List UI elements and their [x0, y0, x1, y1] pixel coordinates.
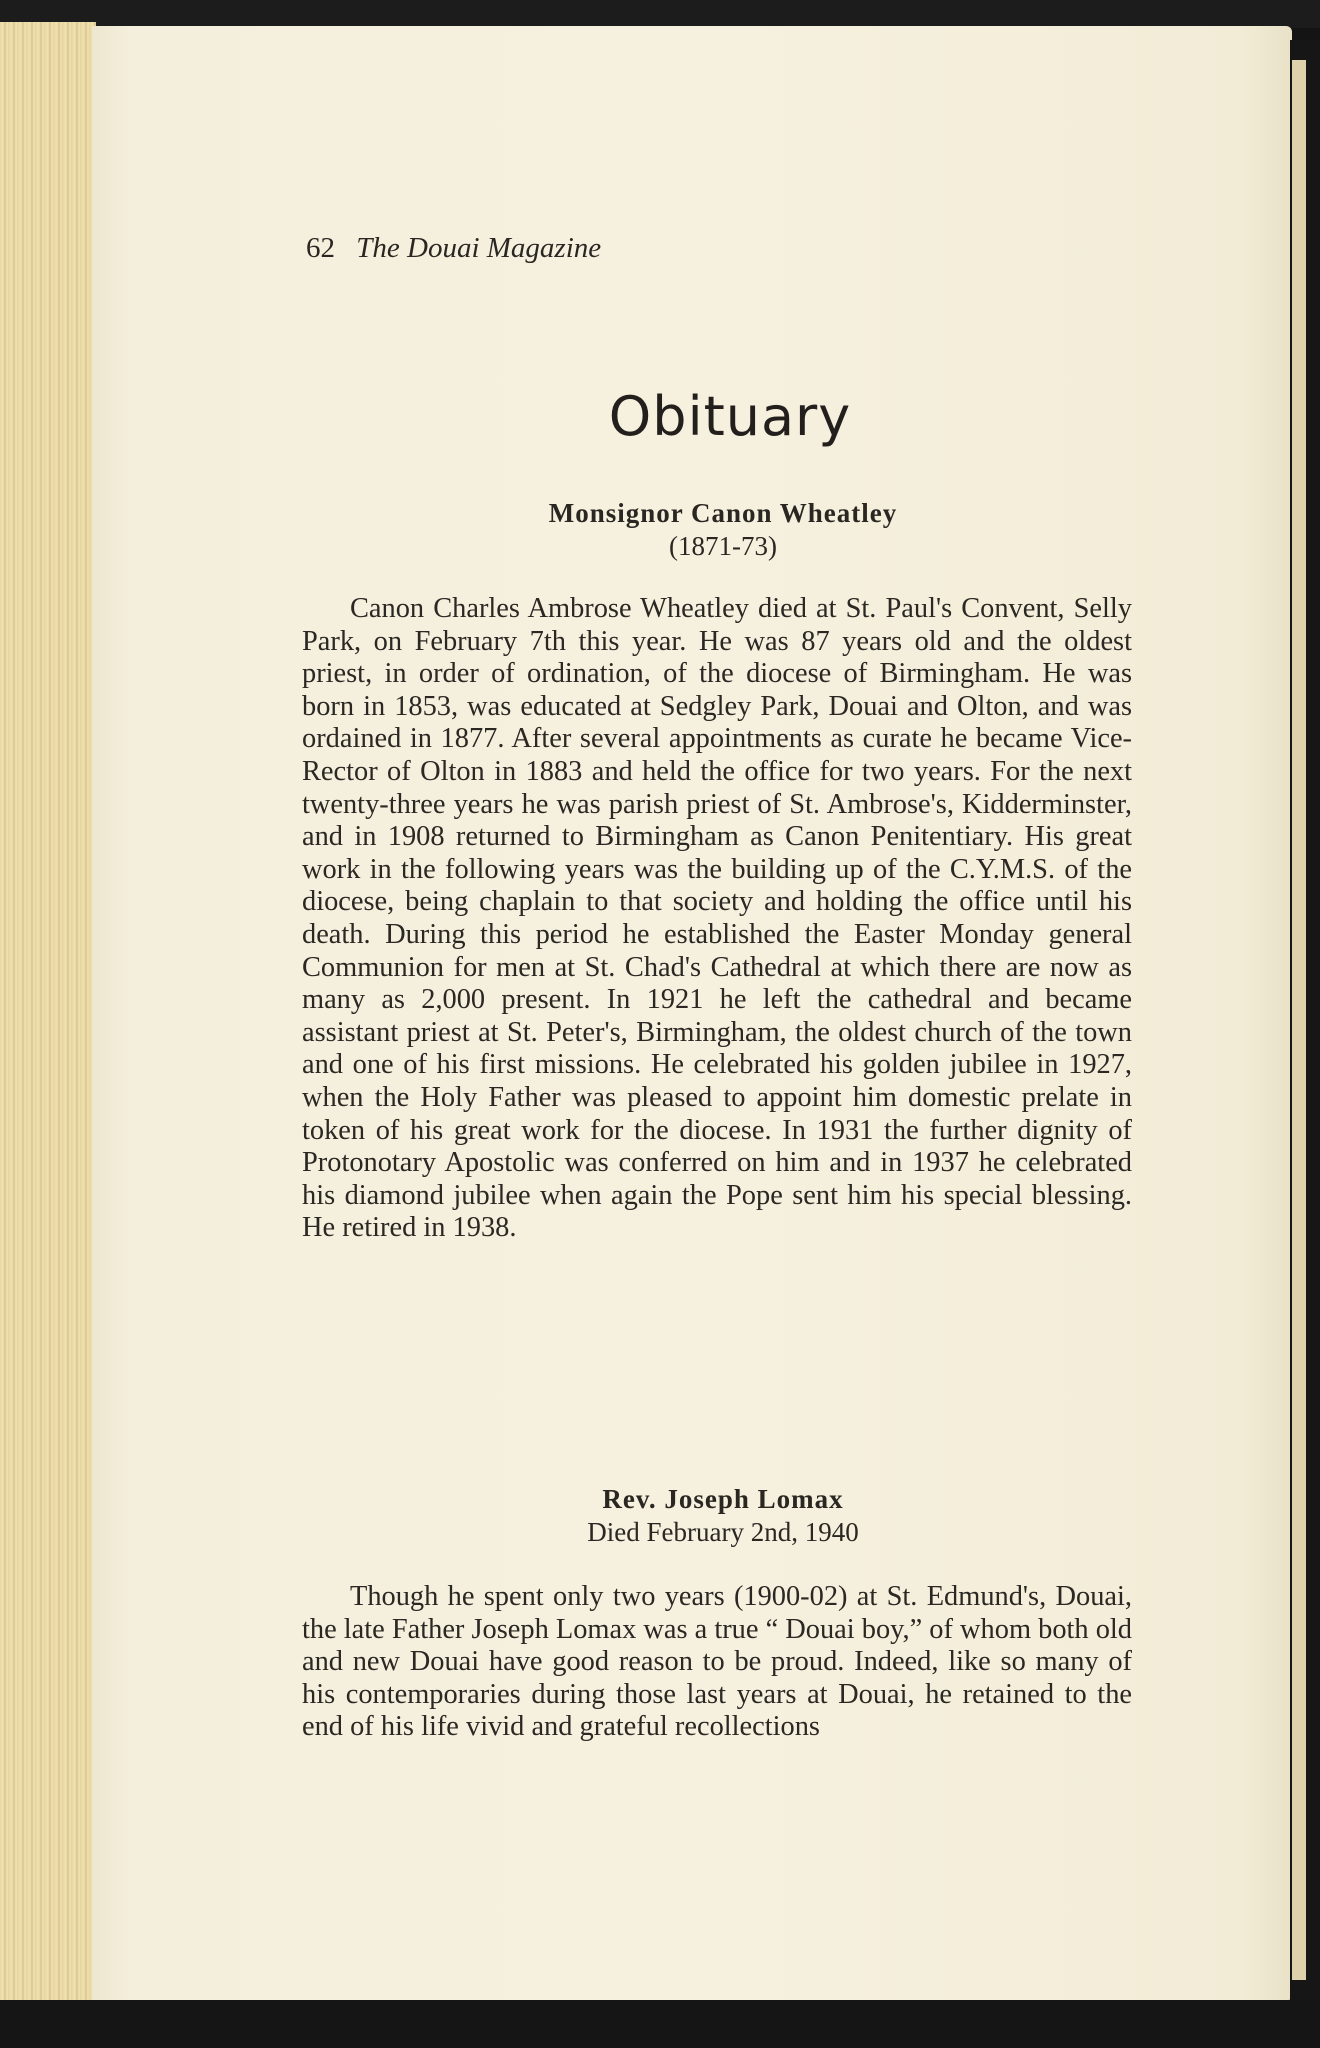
obituary-dates: Died February 2nd, 1940: [587, 1517, 859, 1547]
obituary-dates: (1871-73): [669, 531, 777, 561]
obituary-text-wheatley: Canon Charles Ambrose Wheatley died at St. Paul's Convent, Selly Park, on February 7th this year. He was 87 years old and the oldest priest, in order of ordination, of the diocese of Birmingham. He was born in 1853, was educated at Sedgley Park, Douai and Olton, and was ordained in 1877. After several appointments as curate he became Vice-Rector of Olton in 1883 and held the office for two years. For the next twenty-three years he was parish priest of St. Ambrose's, Kidderminster, and in 1908 returned to Birmingham as Canon Penitentiary. His great work in the following years was the building up of the C.Y.M.S. of the diocese, being chaplain to that society and holding the office until his death. During this period he established the Easter Monday general Communion for men at St. Chad's Cathedral at which there are now as many as 2,000 present. In 1921 he left the cathedral and became assistant priest at St. Peter's, Birmingham, the oldest church of the town and one of his first missions. He celebrated his golden jubilee in 1927, when the Holy Father was pleased to appoint him domestic prelate in token of his great work for the diocese. In 1931 the further dignity of Protonotary Apostolic was conferred on him and in 1937 he celebrated his diamond jubilee when again the Pope sent him his special blessing. He retired in 1938.: [302, 593, 1132, 1244]
running-head: [306, 232, 601, 265]
page-title: Obituary: [608, 385, 852, 448]
obituary-name: Rev. Joseph Lomax: [602, 1484, 844, 1514]
page-number: 62: [306, 232, 335, 264]
obituary-heading-lomax: [502, 1484, 944, 1548]
obituary-heading-wheatley: [502, 498, 944, 562]
obituary-text-lomax: Though he spent only two years (1900-02) at St. Edmund's, Douai, the late Father Joseph Lomax was a true “ Douai boy,” of whom both old and new Douai have good reason to be proud. Indeed, like so many of his contemporaries during those last years at Douai, he retained to the end of his life vivid and grateful recollections: [302, 1581, 1132, 1743]
obituary-name: Monsignor Canon Wheatley: [548, 498, 898, 528]
magazine-title: The Douai Magazine: [356, 232, 602, 264]
binding-top-edge: [0, 0, 1320, 28]
page-edges-left: [0, 22, 96, 2007]
facing-page-sliver: [1292, 60, 1306, 1980]
binding-bottom-edge: [0, 2000, 1320, 2048]
